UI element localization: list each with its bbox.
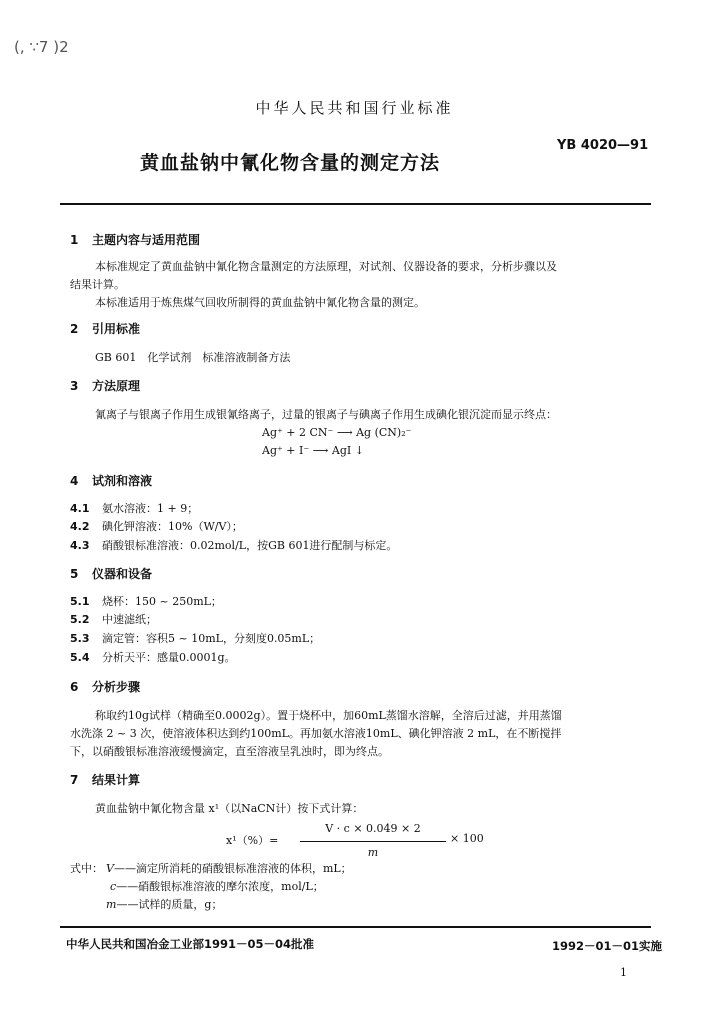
formula-intro: 黄血盐钠中氰化物含量 x¹（以NaCN计）按下式计算： xyxy=(95,802,364,815)
section-6-heading: 6 分析步骤 xyxy=(70,680,141,694)
section-3-para-1: 氰离子与银离子作用生成银氰络离子，过量的银离子与碘离子作用生成碘化银沉淀而显示终点： xyxy=(95,408,557,421)
section-3-heading: 3 方法原理 xyxy=(70,379,141,393)
section-1-para-1: 本标准规定了黄血盐钠中氰化物含量测定的方法原理，对试剂、仪器设备的要求，分析步骤以及 xyxy=(95,260,557,273)
formula-lhs: x¹（%）= xyxy=(226,834,279,847)
issuing-organization: 中华人民共和国行业标准 xyxy=(255,99,454,117)
def-c: c——硝酸银标准溶液的摩尔浓度，mol/L； xyxy=(110,880,324,893)
section-2-heading: 2 引用标准 xyxy=(70,322,141,336)
approval-date: 中华人民共和国冶金工业部1991－05－04批准 xyxy=(66,937,315,951)
formula-numerator: V · c × 0.049 × 2 xyxy=(325,822,421,835)
section-6-line-2: 水洗涤 2 ~ 3 次，使溶液体积达到约100mL。再加氨水溶液10mL、碘化钾溶液 2 mL，在不断搅拌 xyxy=(70,727,562,740)
item-5-1: 5.1 烧杯：150 ~ 250mL； xyxy=(70,595,222,608)
item-5-4: 5.4 分析天平：感量0.0001g。 xyxy=(70,651,236,664)
formula-times-100: × 100 xyxy=(450,832,484,845)
section-1-para-2: 本标准适用于炼焦煤气回收所制得的黄血盐钠中氰化物含量的测定。 xyxy=(95,296,425,309)
item-4-2: 4.2 碘化钾溶液：10%（W/V）； xyxy=(70,520,243,533)
fraction-line xyxy=(300,841,446,842)
section-4-heading: 4 试剂和溶液 xyxy=(70,474,153,488)
document-title: 黄血盐钠中氰化物含量的测定方法 xyxy=(140,152,441,174)
header-rule xyxy=(60,203,651,205)
def-m: m——试样的质量，g； xyxy=(106,898,223,911)
where-label: 式中： xyxy=(70,862,103,875)
def-v: V——滴定所消耗的硝酸银标准溶液的体积，mL； xyxy=(106,862,352,875)
section-2-para-1: GB 601 化学试剂 标准溶液制备方法 xyxy=(95,351,291,364)
section-1-para-1-cont: 结果计算。 xyxy=(70,278,125,291)
section-1-heading: 1 主题内容与适用范围 xyxy=(70,233,201,247)
page-number: 1 xyxy=(620,966,627,979)
formula-denominator: m xyxy=(367,846,379,859)
corner-mark: (, ∵7 )2 xyxy=(14,38,69,56)
section-6-line-3: 下，以硝酸银标准溶液缓慢滴定，直至溶液呈乳浊时，即为终点。 xyxy=(70,745,389,758)
standard-code: YB 4020—91 xyxy=(557,138,649,153)
item-4-3: 4.3 硝酸银标准溶液：0.02mol/L，按GB 601进行配制与标定。 xyxy=(70,539,398,552)
section-7-heading: 7 结果计算 xyxy=(70,773,141,787)
item-5-2: 5.2 中速滤纸； xyxy=(70,613,157,626)
section-5-heading: 5 仪器和设备 xyxy=(70,567,153,581)
equation-1: Ag⁺ + 2 CN⁻ ⟶ Ag (CN)₂⁻ xyxy=(262,426,412,439)
item-4-1: 4.1 氨水溶液：1 + 9； xyxy=(70,502,199,515)
effective-date: 1992－01－01实施 xyxy=(552,939,663,953)
section-6-line-1: 称取约10g试样（精确至0.0002g）。置于烧杯中，加60mL蒸馏水溶解，全溶后过滤，并用蒸馏 xyxy=(95,709,562,722)
equation-2: Ag⁺ + I⁻ ⟶ AgI ↓ xyxy=(262,444,364,457)
item-5-3: 5.3 滴定管：容积5 ~ 10mL，分刻度0.05mL； xyxy=(70,632,321,645)
footer-rule xyxy=(60,926,651,928)
